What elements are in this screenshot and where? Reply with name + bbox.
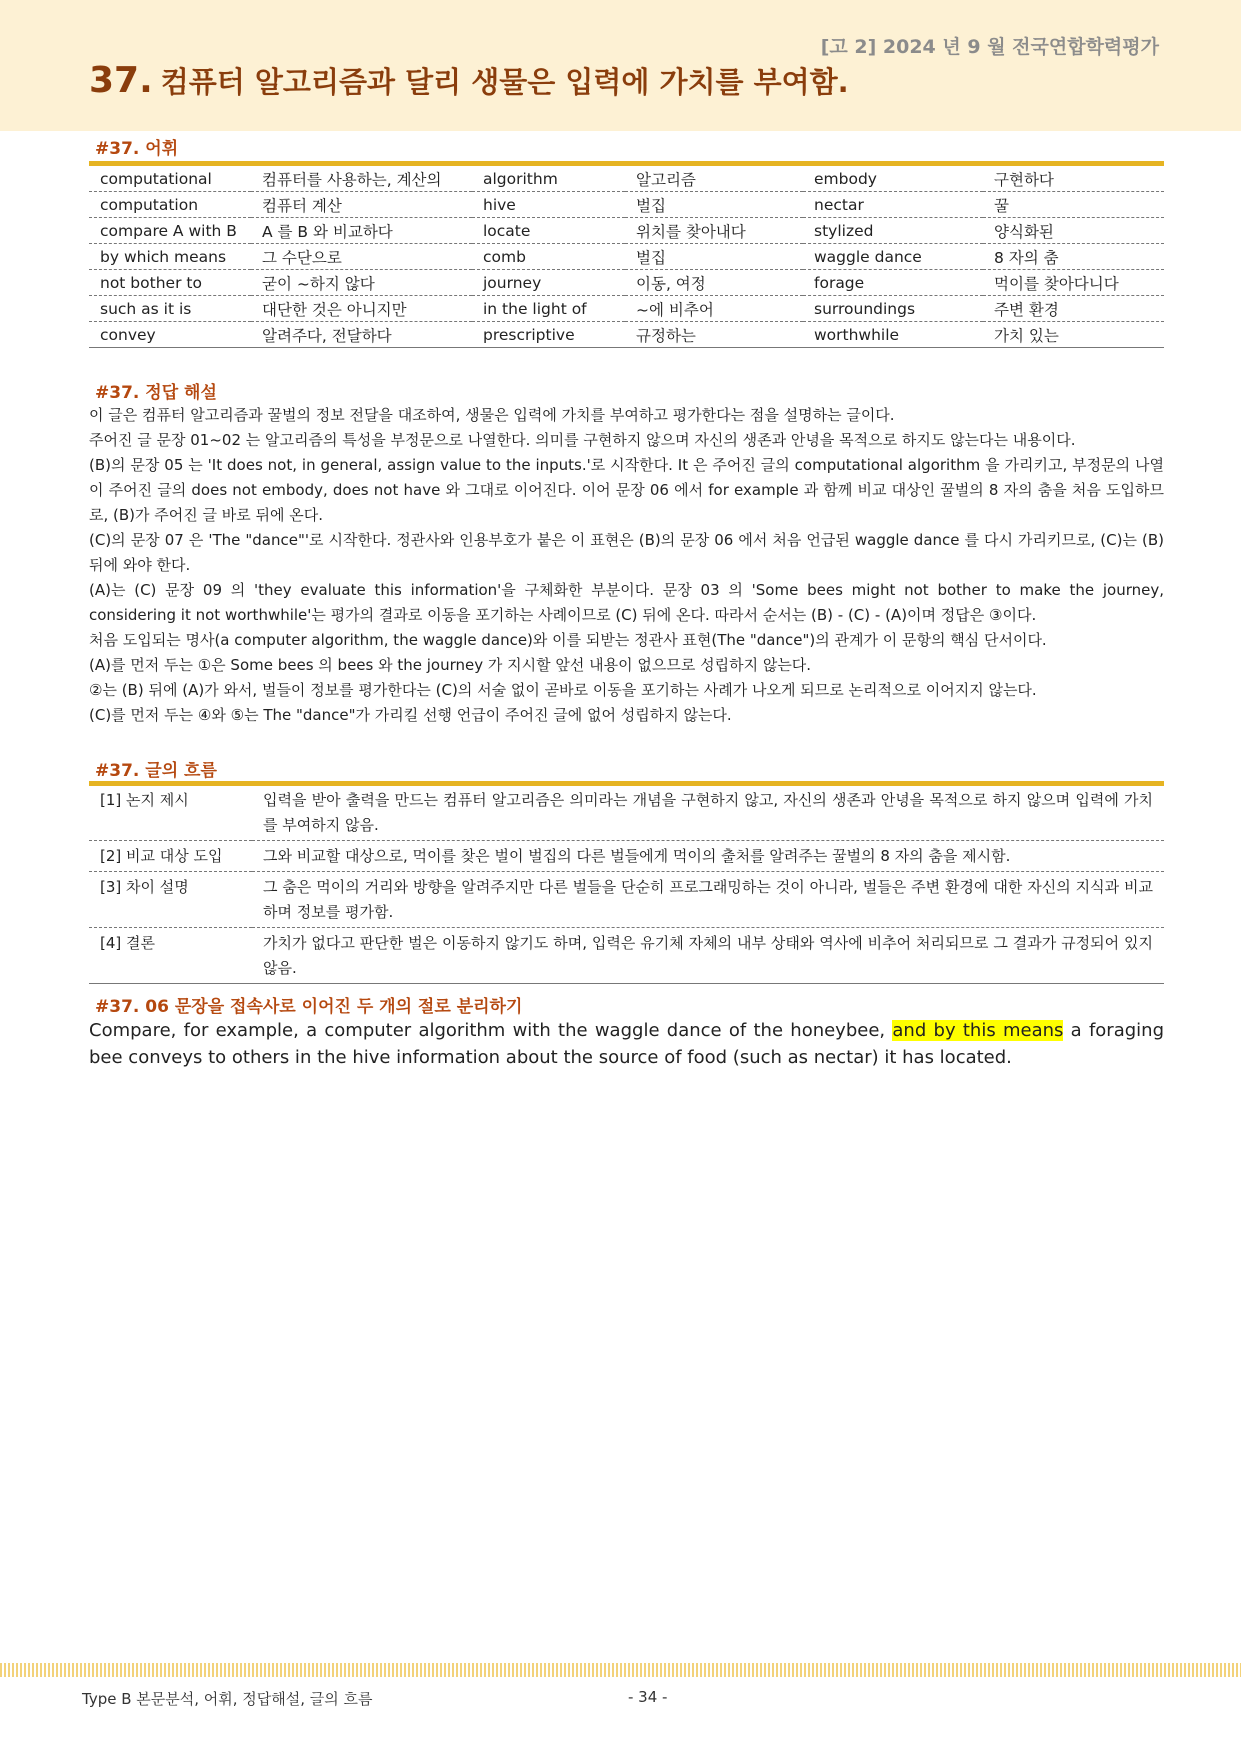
vocab-term: prescriptive — [472, 322, 625, 348]
vocab-term: hive — [472, 192, 625, 218]
vocab-row — [89, 270, 1164, 296]
vocab-meaning: 벌집 — [625, 244, 803, 270]
question-number: 37. — [89, 60, 153, 101]
vocab-term: nectar — [803, 192, 983, 218]
page-number: - 34 - — [628, 1688, 668, 1706]
flow-row — [89, 928, 1164, 984]
highlighted-connector: and by this means — [892, 1020, 1064, 1041]
flow-step-text: 가치가 없다고 판단한 벌은 이동하지 않기도 하며, 입력은 유기체 자체의 내부 상태와 역사에 비추어 처리되므로 그 결과가 규정되어 있지 않음. — [252, 928, 1164, 984]
vocab-row — [89, 322, 1164, 348]
vocab-term: journey — [472, 270, 625, 296]
vocab-term: computational — [89, 166, 251, 192]
flow-step-label: [2] 비교 대상 도입 — [89, 841, 252, 872]
split-section-title: #37. 06 문장을 접속사로 이어진 두 개의 절로 분리하기 — [95, 997, 523, 1017]
answer-paragraph: 주어진 글 문장 01~02 는 알고리즘의 특성을 부정문으로 나열한다. 의미를 구현하지 않으며 자신의 생존과 안녕을 목적으로 하지도 않는다는 내용이다. — [89, 431, 1076, 449]
vocab-meaning: ~에 비추어 — [625, 296, 803, 322]
flow-step-label: [4] 결론 — [89, 928, 252, 984]
vocab-section-title: #37. 어휘 — [95, 139, 179, 159]
vocab-meaning: 꿀 — [983, 192, 1164, 218]
flow-step-text: 입력을 받아 출력을 만드는 컴퓨터 알고리즘은 의미라는 개념을 구현하지 않고, 자신의 생존과 안녕을 목적으로 하지 않으며 입력에 가치를 부여하지 않음. — [252, 785, 1164, 841]
answer-explanation — [89, 403, 1164, 728]
answer-paragraph: (C)의 문장 07 은 'The "dance"'로 시작한다. 정관사와 인용부호가 붙은 이 표현은 (B)의 문장 06 에서 처음 언급된 waggle dance 를 다시 가리키므로, (C)는 (B) 뒤에 와야 한다. — [89, 531, 1164, 574]
vocab-term: in the light of — [472, 296, 625, 322]
vocab-term: such as it is — [89, 296, 251, 322]
vocab-row — [89, 166, 1164, 192]
vocab-term: stylized — [803, 218, 983, 244]
vocab-meaning: 알고리즘 — [625, 166, 803, 192]
vocab-meaning: 위치를 찾아내다 — [625, 218, 803, 244]
vocab-meaning: 벌집 — [625, 192, 803, 218]
footer-label: Type B 본문분석, 어휘, 정답해설, 글의 흐름 — [82, 1690, 373, 1708]
vocab-term: waggle dance — [803, 244, 983, 270]
footer-stripe — [0, 1663, 1241, 1677]
vocab-term: algorithm — [472, 166, 625, 192]
vocab-term: locate — [472, 218, 625, 244]
vocab-meaning: 굳이 ~하지 않다 — [251, 270, 472, 296]
vocab-term: by which means — [89, 244, 251, 270]
vocab-meaning: 8 자의 춤 — [983, 244, 1164, 270]
flow-row — [89, 785, 1164, 841]
vocab-term: forage — [803, 270, 983, 296]
vocab-term: surroundings — [803, 296, 983, 322]
answer-section-title: #37. 정답 해설 — [95, 383, 217, 403]
vocab-term: comb — [472, 244, 625, 270]
vocab-row — [89, 218, 1164, 244]
vocab-row — [89, 296, 1164, 322]
vocab-term: embody — [803, 166, 983, 192]
vocab-meaning: 구현하다 — [983, 166, 1164, 192]
flow-table — [89, 785, 1164, 984]
vocab-term: not bother to — [89, 270, 251, 296]
vocab-term: worthwhile — [803, 322, 983, 348]
flow-step-label: [3] 차이 설명 — [89, 872, 252, 928]
vocab-row — [89, 244, 1164, 270]
vocab-meaning: 양식화된 — [983, 218, 1164, 244]
vocab-row — [89, 192, 1164, 218]
vocab-meaning: 그 수단으로 — [251, 244, 472, 270]
page-title — [89, 60, 849, 101]
flow-row — [89, 841, 1164, 872]
answer-paragraph: (A)를 먼저 두는 ①은 Some bees 의 bees 와 the journey 가 지시할 앞선 내용이 없으므로 성립하지 않는다. — [89, 656, 812, 674]
vocab-meaning: 컴퓨터를 사용하는, 계산의 — [251, 166, 472, 192]
answer-paragraph: 처음 도입되는 명사(a computer algorithm, the waggle dance)와 이를 되받는 정관사 표현(The "dance")의 관계가 이 문항의 핵심 단서이다. — [89, 631, 1047, 649]
exam-info: [고 2] 2024 년 9 월 전국연합학력평가 — [820, 36, 1159, 58]
vocab-meaning: 규정하는 — [625, 322, 803, 348]
vocab-meaning: 알려주다, 전달하다 — [251, 322, 472, 348]
sentence-part-before: Compare, for example, a computer algorithm with the waggle dance of the honeybee, — [89, 1020, 893, 1041]
vocab-meaning: 컴퓨터 계산 — [251, 192, 472, 218]
flow-step-text: 그 춤은 먹이의 거리와 방향을 알려주지만 다른 벌들을 단순히 프로그래밍하는 것이 아니라, 벌들은 주변 환경에 대한 자신의 지식과 비교하며 정보를 평가함. — [252, 872, 1164, 928]
vocab-term: computation — [89, 192, 251, 218]
answer-paragraph: 이 글은 컴퓨터 알고리즘과 꿀벌의 정보 전달을 대조하여, 생물은 입력에 가치를 부여하고 평가한다는 점을 설명하는 글이다. — [89, 406, 895, 424]
split-sentence — [89, 1017, 1164, 1071]
vocab-meaning: A 를 B 와 비교하다 — [251, 218, 472, 244]
vocab-meaning: 주변 환경 — [983, 296, 1164, 322]
flow-step-label: [1] 논지 제시 — [89, 785, 252, 841]
vocab-meaning: 먹이를 찾아다니다 — [983, 270, 1164, 296]
vocab-meaning: 이동, 여정 — [625, 270, 803, 296]
vocab-table — [89, 166, 1164, 348]
answer-paragraph: (A)는 (C) 문장 09 의 'they evaluate this information'을 구체화한 부분이다. 문장 03 의 'Some bees might not bother to make the journey, considering it not worthwhile'는 평가의 결과로 이동을 포기하는 사례이므로 (C) 뒤에 온다. 따라서 순서는 (B) - (C) - (A)이며 정답은 ③이다. — [89, 581, 1164, 624]
flow-section-title: #37. 글의 흐름 — [95, 761, 217, 781]
question-title: 컴퓨터 알고리즘과 달리 생물은 입력에 가치를 부여함. — [160, 65, 849, 99]
answer-paragraph: ②는 (B) 뒤에 (A)가 와서, 벌들이 정보를 평가한다는 (C)의 서술 없이 곧바로 이동을 포기하는 사례가 나오게 되므로 논리적으로 이어지지 않는다. — [89, 681, 1037, 699]
vocab-term: convey — [89, 322, 251, 348]
vocab-term: compare A with B — [89, 218, 251, 244]
sentence-part-after: a foraging bee conveys to others in the hive information about the source of food (such as nectar) it has located. — [89, 1020, 1164, 1068]
page-header — [0, 0, 1241, 131]
flow-step-text: 그와 비교할 대상으로, 먹이를 찾은 벌이 벌집의 다른 벌들에게 먹이의 출처를 알려주는 꿀벌의 8 자의 춤을 제시함. — [252, 841, 1164, 872]
vocab-meaning: 가치 있는 — [983, 322, 1164, 348]
vocab-meaning: 대단한 것은 아니지만 — [251, 296, 472, 322]
flow-row — [89, 872, 1164, 928]
answer-paragraph: (C)를 먼저 두는 ④와 ⑤는 The "dance"가 가리킬 선행 언급이 주어진 글에 없어 성립하지 않는다. — [89, 706, 732, 724]
answer-paragraph: (B)의 문장 05 는 'It does not, in general, assign value to the inputs.'로 시작한다. It 은 주어진 글의 computational algorithm 을 가리키고, 부정문의 나열이 주어진 글의 does not embody, does not have 와 그대로 이어진다. 이어 문장 06 에서 for example 과 함께 비교 대상인 꿀벌의 8 자의 춤을 처음 도입하므로, (B)가 주어진 글 바로 뒤에 온다. — [89, 456, 1164, 524]
